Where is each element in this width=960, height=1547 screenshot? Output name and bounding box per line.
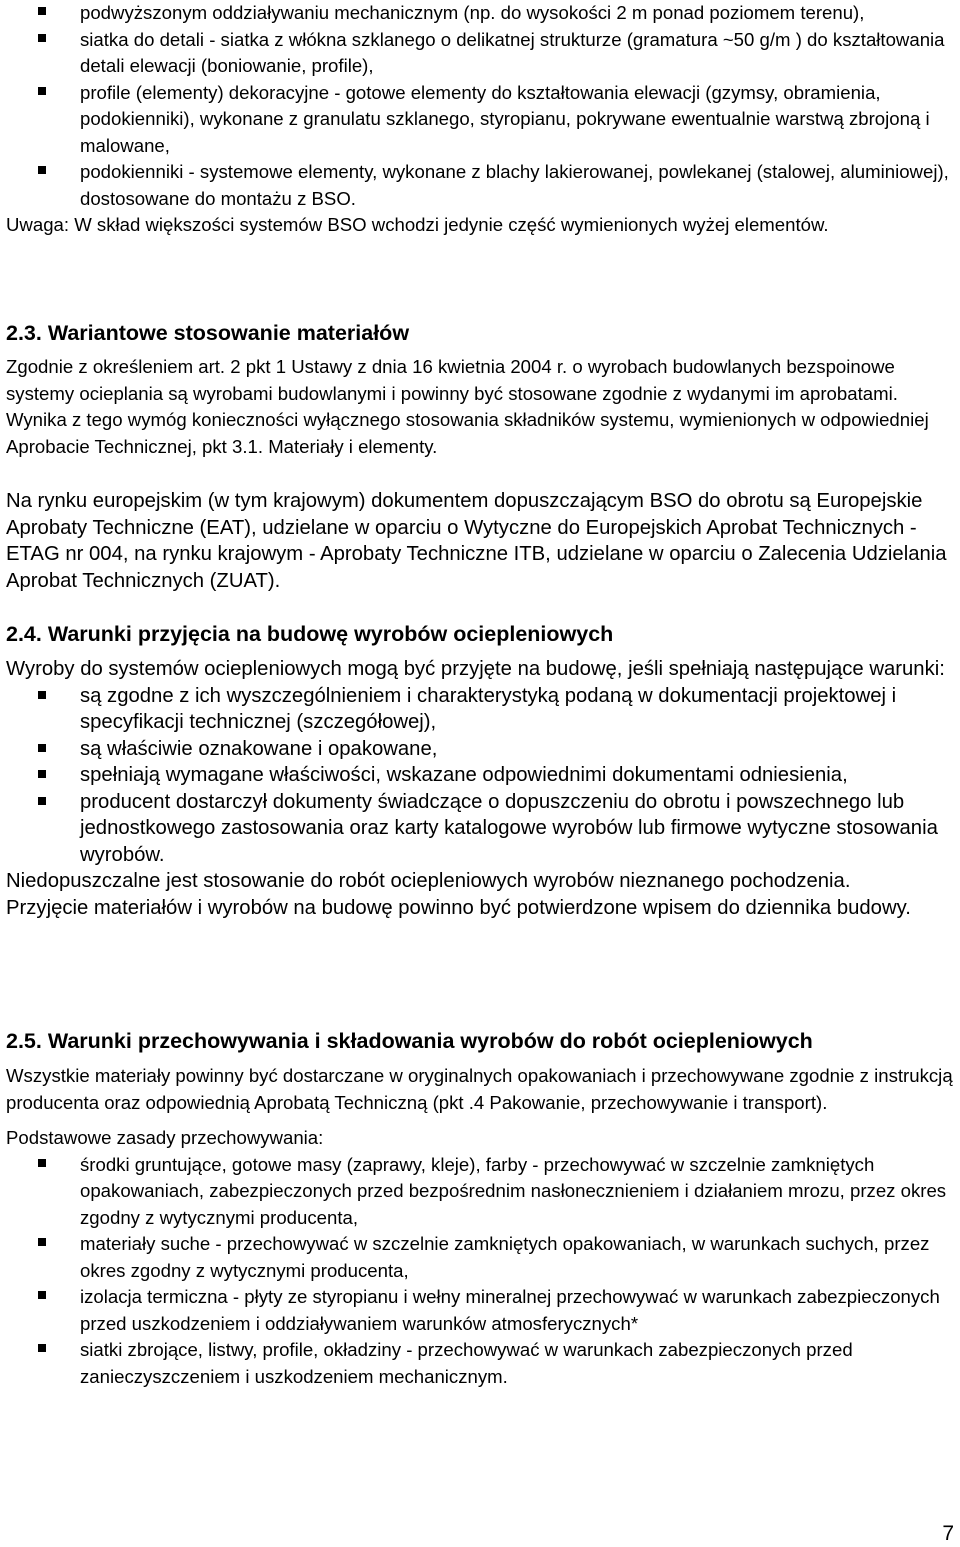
list-item-text: spełniają wymagane właściwości, wskazane odpowiednimi dokumentami odniesienia, <box>80 764 848 786</box>
list-item <box>6 762 958 789</box>
list-item-text: podokienniki - systemowe elementy, wykonane z blachy lakierowanej, powlekanej (stalowej, aluminiowej), dostosowane do montażu z BSO. <box>80 161 949 209</box>
section-2-3-body <box>6 354 958 460</box>
section-2-4-body <box>6 656 958 921</box>
top-bullet-list <box>6 0 958 212</box>
square-bullet-icon <box>38 770 46 778</box>
list-item <box>6 0 958 27</box>
list-item <box>6 1337 958 1390</box>
top-bullet-list-block <box>6 0 958 239</box>
square-bullet-icon <box>38 797 46 805</box>
list-item-text: producent dostarczył dokumenty świadczące o dopuszczeniu do obrotu i powszechnego lub jednostkowego zastosowania oraz karty katalogowe wyrobów lub firmowe wytyczne stosowania wyrobów. <box>80 790 938 866</box>
list-item-text: środki gruntujące, gotowe masy (zaprawy, kleje), farby - przechowywać w szczelnie zamkniętych opakowaniach, zabezpieczonych przed bezpośrednim nasłonecznieniem i działaniem mrozu, przez okres zgodny z wytycznymi producenta, <box>80 1153 947 1228</box>
section-2-3-body-2 <box>6 488 958 594</box>
list-item <box>6 1231 958 1284</box>
paragraph: Przyjęcie materiałów i wyrobów na budowę powinno być potwierdzone wpisem do dziennika budowy. <box>6 896 911 919</box>
list-item <box>6 27 958 80</box>
list-item-text: materiały suche - przechowywać w szczelnie zamkniętych opakowaniach, w warunkach suchych, przez okres zgodny z wytycznymi producenta, <box>80 1233 930 1281</box>
list-item <box>6 80 958 160</box>
square-bullet-icon <box>38 1159 46 1167</box>
square-bullet-icon <box>38 87 46 95</box>
list-item <box>6 159 958 212</box>
paragraph: Wszystkie materiały powinny być dostarczane w oryginalnych opakowaniach i przechowywane zgodnie z instrukcją producenta oraz odpowiednią Aprobatą Techniczną (pkt .4 Pakowanie, przechowywanie i transport). <box>6 1065 953 1113</box>
list-item-text: są właściwie oznakowane i opakowane, <box>80 737 438 760</box>
square-bullet-icon <box>38 166 46 174</box>
square-bullet-icon <box>38 744 46 752</box>
list-item-text: podwyższonym oddziaływaniu mechanicznym (np. do wysokości 2 m ponad poziomem terenu), <box>80 2 865 23</box>
square-bullet-icon <box>38 1238 46 1246</box>
list-item-text: siatki zbrojące, listwy, profile, okładziny - przechowywać w warunkach zabezpieczonych przed zanieczyszczeniem i uszkodzeniem mechanicznym. <box>80 1339 853 1387</box>
note-paragraph: Uwaga: W skład większości systemów BSO wchodzi jedynie część wymienionych wyżej elementów. <box>6 214 829 235</box>
paragraph: Na rynku europejskim (w tym krajowym) dokumentem dopuszczającym BSO do obrotu są Europejskie Aprobaty Techniczne (EAT), udzielane w oparciu o Wytyczne do Europejskich Aprobat Technicznych - ETAG nr 004, na rynku krajowym - Aprobaty Techniczne ITB, udzielane w oparciu o Zalecenia Udzielania Aprobat Technicznych (ZUAT). <box>6 490 947 592</box>
list-item-text: izolacja termiczna - płyty ze styropianu i wełny mineralnej przechowywać w warunkach zabezpieczonych przed uszkodzeniem i oddziaływaniem warunków atmosferycznych* <box>80 1286 940 1334</box>
conditions-bullet-list <box>6 683 958 869</box>
square-bullet-icon <box>38 691 46 699</box>
square-bullet-icon <box>38 34 46 42</box>
list-item <box>6 1152 958 1232</box>
list-item-text: są zgodne z ich wyszczególnieniem i charakterystyką podaną w dokumentacji projektowej i specyfikacji technicznej (szczegółowej), <box>80 684 897 733</box>
square-bullet-icon <box>38 1291 46 1299</box>
section-heading-2-5: 2.5. Warunki przechowywania i składowania wyrobów do robót ociepleniowych <box>6 1029 813 1053</box>
list-item <box>6 789 958 869</box>
paragraph: Wyroby do systemów ociepleniowych mogą być przyjęte na budowę, jeśli spełniają następujące warunki: <box>6 658 945 680</box>
list-item-text: profile (elementy) dekoracyjne - gotowe elementy do kształtowania elewacji (gzymsy, obramienia, podokienniki), wykonane z granulatu szklanego, styropianu, pokrywane ewentualnie warstwą zbrojoną i malowane, <box>80 81 930 156</box>
list-item-text: siatka do detali - siatka z włókna szklanego o delikatnej strukturze (gramatura ~50 g/m ) do kształtowania detali elewacji (boniowanie, profile), <box>80 28 945 76</box>
list-item <box>6 683 958 736</box>
paragraph: Podstawowe zasady przechowywania: <box>6 1127 324 1148</box>
section-heading-2-4: 2.4. Warunki przyjęcia na budowę wyrobów ociepleniowych <box>6 622 614 646</box>
paragraph: Zgodnie z określeniem art. 2 pkt 1 Ustawy z dnia 16 kwietnia 2004 r. o wyrobach budowlanych bezspoinowe systemy ocieplania są wyrobami budowlanymi i powinny być stosowane zgodnie z wydanymi im aprobatami. Wynika z tego wymóg konieczności wyłącznego stosowania składników systemu, wymienionych w odpowiedniej Aprobacie Technicznej, pkt 3.1. Materiały i elementy. <box>6 356 929 457</box>
list-item <box>6 736 958 763</box>
list-item <box>6 1284 958 1337</box>
page-number: 7 <box>942 1522 954 1545</box>
square-bullet-icon <box>38 7 46 15</box>
square-bullet-icon <box>38 1344 46 1352</box>
paragraph: Niedopuszczalne jest stosowanie do robót ociepleniowych wyrobów nieznanego pochodzenia. <box>6 870 851 892</box>
storage-rules-bullet-list <box>6 1152 958 1391</box>
section-2-5-body <box>6 1063 958 1390</box>
section-heading-2-3: 2.3. Wariantowe stosowanie materiałów <box>6 321 410 345</box>
